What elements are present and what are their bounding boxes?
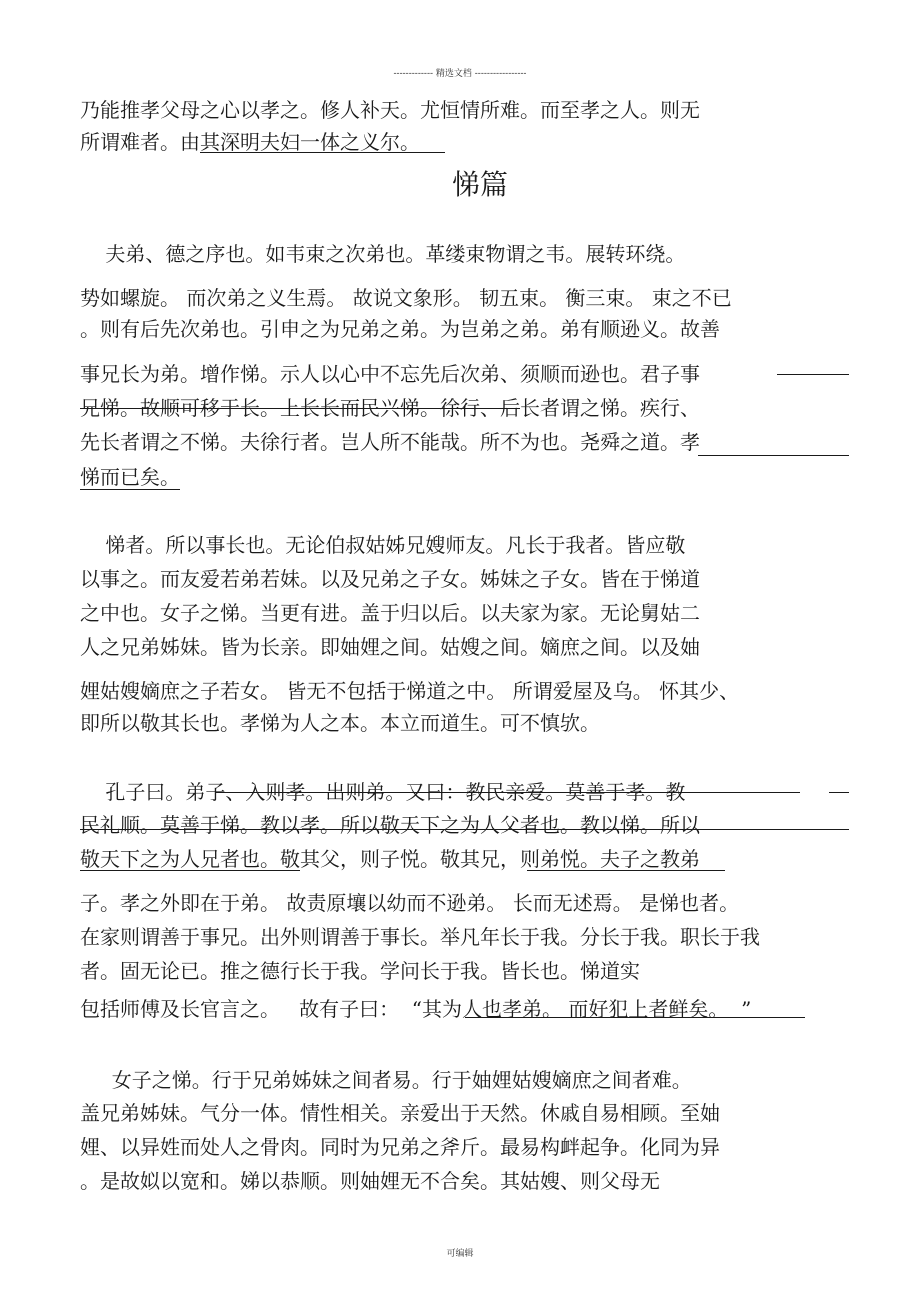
- text-line: 。是故姒以宽和。娣以恭顺。则妯娌无不合矣。其姑嫂、则父母无: [80, 1169, 660, 1193]
- text-line: 民礼顺。莫善于悌。教以孝。所以敬天下之为人父者也。教以悌。所以: [80, 813, 700, 837]
- text-line: 先长者谓之不悌。夫徐行者。岂人所不能哉。所不为也。尧舜之道。孝: [80, 430, 700, 454]
- text-line: 势如螺旋。 而次弟之义生焉。 故说文象形。 韧五束。 衡三束。 束之不已: [80, 286, 732, 310]
- page-footer: 可编辑: [446, 1249, 474, 1259]
- text-line: 者。固无论已。推之德行长于我。学问长于我。皆长也。悌道实: [80, 959, 640, 983]
- section-title: 悌篇: [451, 168, 508, 201]
- text-line: 孔子曰。弟子、入则孝。出则弟。又曰：教民亲爱。莫善于孝。教: [80, 780, 686, 804]
- underline: [200, 152, 445, 153]
- text-line: 悌而已矣。: [80, 465, 180, 489]
- text-line: 乃能推孝父母之心以孝之。修人补天。尤恒情所难。而至孝之人。则无: [80, 98, 700, 122]
- underline: [80, 870, 300, 871]
- text-line: 所谓难者。由其深明夫妇一体之义尔。: [80, 130, 420, 154]
- underline: [80, 489, 180, 490]
- underline: [777, 374, 849, 375]
- text-line: 盖兄弟姊妹。气分一体。情性相关。亲爱出于天然。休戚自易相顾。至妯: [80, 1101, 720, 1125]
- text-line: 之中也。女子之悌。当更有进。盖于归以后。以夫家为家。无论舅姑二: [80, 601, 700, 625]
- text-line: 人之兄弟姊妹。皆为长亲。即妯娌之间。姑嫂之间。嫡庶之间。以及妯: [80, 635, 700, 659]
- page-header: ------------- 精选文档 -----------------: [393, 69, 527, 79]
- underline: [698, 455, 849, 456]
- text-line: 包括师傅及长官言之。 故有子曰： “其为人也孝弟。 而好犯上者鲜矣。 ”: [80, 997, 752, 1021]
- text-line: 娌姑嫂嫡庶之子若女。 皆无不包括于悌道之中。 所谓爱屋及乌。 怀其少、: [80, 679, 740, 703]
- text-line: 夫弟、德之序也。如韦束之次弟也。革缕束物谓之韦。展转环绕。: [80, 242, 686, 266]
- text-line: 女子之悌。行于兄弟姊妹之间者易。行于妯娌姑嫂嫡庶之间者难。: [80, 1068, 692, 1092]
- text-line: 子。孝之外即在于弟。 故责原壤以幼而不逊弟。 长而无述焉。 是悌也者。: [80, 891, 740, 915]
- text-line: 即所以敬其长也。孝悌为人之本。本立而道生。可不慎欤。: [80, 711, 600, 735]
- text-line: 以事之。而友爱若弟若妹。以及兄弟之子女。姊妹之子女。皆在于悌道: [80, 567, 700, 591]
- text-line: 兄悌。故顺可移于长。上长长而民兴悌。徐行、后长者谓之悌。疾行、: [80, 396, 700, 420]
- strike-line: [216, 792, 800, 793]
- text-line: 敬天下之为人兄者也。敬其父，则子悦。敬其兄，则弟悦。夫子之教弟: [80, 847, 700, 871]
- text-line: 悌者。所以事长也。无论伯叔姑姊兄嫂师友。凡长于我者。皆应敬: [80, 533, 686, 557]
- text-line: 在家则谓善于事兄。出外则谓善于事长。举凡年长于我。分长于我。职长于我: [80, 925, 760, 949]
- strike-line: [80, 408, 520, 409]
- text-line: 事兄长为弟。增作悌。示人以心中不忘先后次弟、须顺而逊也。君子事: [80, 362, 700, 386]
- text-line: 。则有后先次弟也。引申之为兄弟之弟。为岂弟之弟。弟有顺逊义。故善: [80, 317, 720, 341]
- underline: [527, 870, 725, 871]
- strike-line: [829, 792, 849, 793]
- underline: [465, 1017, 805, 1018]
- text-line: 娌、以异姓而处人之骨肉。同时为兄弟之斧斤。最易构衅起争。化同为异: [80, 1135, 720, 1159]
- strike-line: [80, 829, 849, 830]
